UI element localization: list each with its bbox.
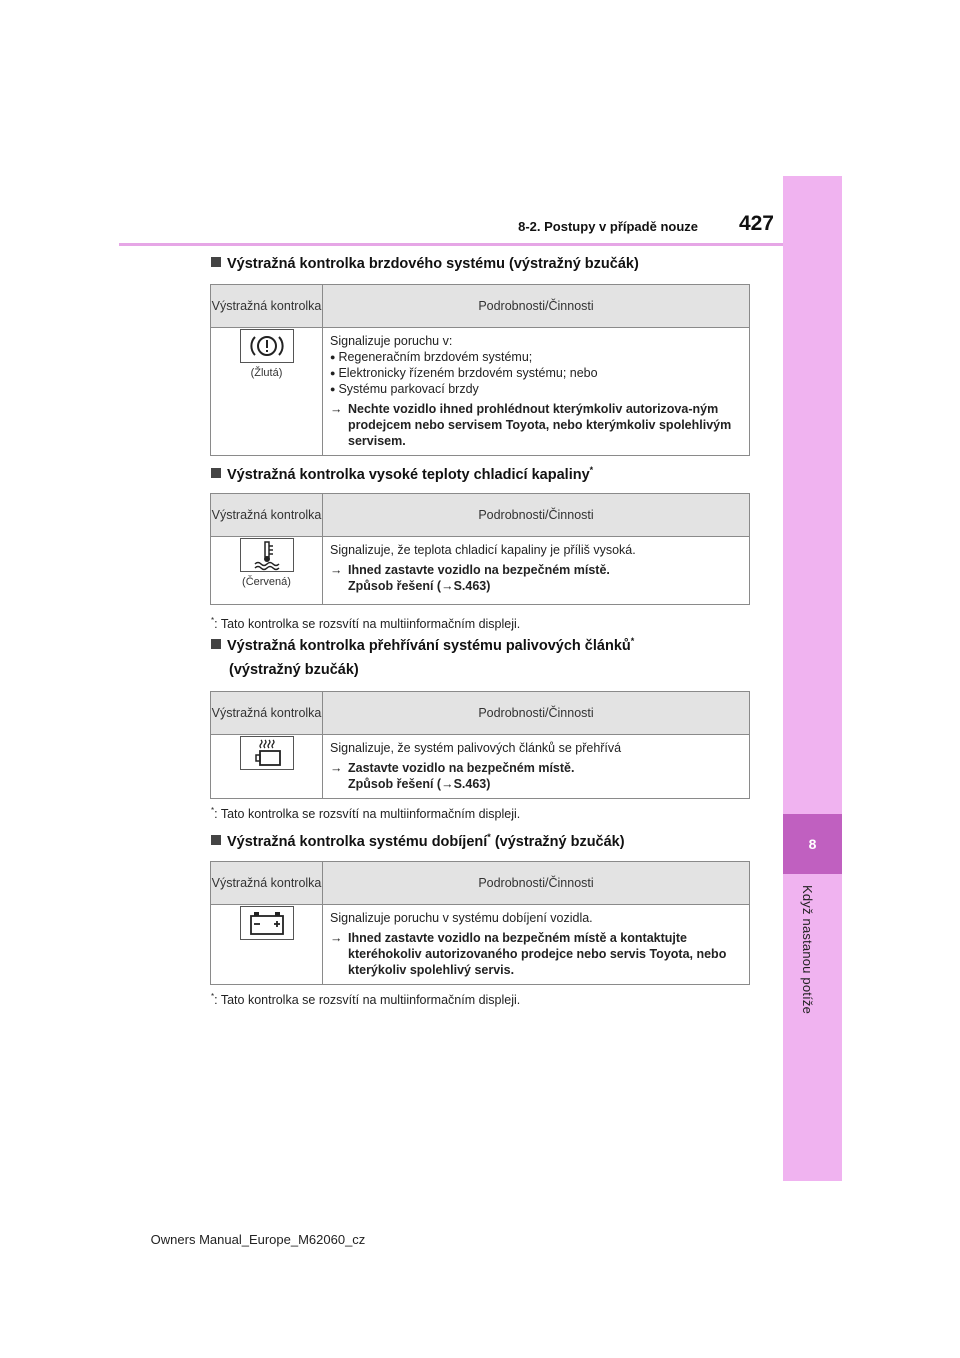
list-item: ● Elektronicky řízeném brzdovém systému; nebo bbox=[330, 365, 743, 381]
chapter-number: 8 bbox=[783, 814, 842, 874]
col-header-details: Podrobnosti/Činnosti bbox=[323, 285, 750, 328]
col-header-details: Podrobnosti/Činnosti bbox=[323, 862, 750, 905]
page-number: 427 bbox=[738, 212, 774, 235]
footnote: *: Tato kontrolka se rozsvítí na multiinformačním displeji. bbox=[211, 616, 521, 632]
chapter-title: Když nastanou potíže bbox=[800, 885, 815, 1015]
indicator-cell bbox=[211, 328, 323, 456]
details-intro: Signalizuje, že teplota chladicí kapaliny je příliš vysoká. bbox=[330, 543, 636, 557]
action-instruction: → Ihned zastavte vozidlo na bezpečném místě a kontaktujte kteréhokoliv autorizovaného prodejce nebo servis Toyota, nebo kterýkoliv spolehlivý servis. bbox=[330, 931, 727, 977]
warning-table-brake bbox=[210, 284, 750, 456]
footnote: *: Tato kontrolka se rozsvítí na multiinformačním displeji. bbox=[211, 992, 521, 1008]
square-bullet-icon bbox=[211, 468, 221, 478]
col-header-indicator: Výstražná kontrolka bbox=[211, 692, 323, 735]
list-item: ● Systému parkovací brzdy bbox=[330, 381, 743, 397]
indicator-cell bbox=[211, 905, 323, 985]
warning-table-coolant bbox=[210, 493, 750, 605]
arrow-icon: → bbox=[330, 402, 343, 416]
battery-charging-icon bbox=[240, 906, 294, 940]
action-instruction: → Ihned zastavte vozidlo na bezpečném místě. Způsob řešení (→S.463) bbox=[330, 563, 610, 593]
section-heading-fuel-cell: Výstražná kontrolka přehřívání systému palivových článků* bbox=[211, 636, 634, 654]
warning-table-charging bbox=[210, 861, 750, 985]
details-cell bbox=[323, 735, 750, 799]
col-header-indicator: Výstražná kontrolka bbox=[211, 494, 323, 537]
section-heading-charging: Výstražná kontrolka systému dobíjení* (výstražný bzučák) bbox=[211, 832, 625, 850]
col-header-indicator: Výstražná kontrolka bbox=[211, 285, 323, 328]
indicator-cell bbox=[211, 537, 323, 605]
indicator-cell bbox=[211, 735, 323, 799]
section-heading-brake: Výstražná kontrolka brzdového systému (výstražný bzučák) bbox=[211, 256, 639, 272]
details-intro: Signalizuje poruchu v: bbox=[330, 334, 453, 348]
details-cell bbox=[323, 328, 750, 456]
square-bullet-icon bbox=[211, 257, 221, 267]
warning-table-fuel-cell bbox=[210, 691, 750, 799]
details-intro: Signalizuje poruchu v systému dobíjení vozidla. bbox=[330, 911, 593, 925]
list-item: ● Regeneračním brzdovém systému; bbox=[330, 349, 743, 365]
header-rule bbox=[119, 243, 783, 246]
details-cell bbox=[323, 537, 750, 605]
section-heading-coolant: Výstražná kontrolka vysoké teploty chladicí kapaliny* bbox=[211, 465, 593, 483]
chapter-side-tab bbox=[783, 176, 842, 1181]
section-heading-fuel-cell-line2: (výstražný bzučák) bbox=[229, 662, 359, 678]
action-instruction: → Nechte vozidlo ihned prohlédnout kterýmkoliv autorizova-ným prodejcem nebo servisem Toyota, nebo kterýmkoliv spolehlivým servisem. bbox=[330, 402, 732, 448]
arrow-icon: → bbox=[330, 563, 343, 577]
footnote: *: Tato kontrolka se rozsvítí na multiinformačním displeji. bbox=[211, 806, 521, 822]
page-footer: Owners Manual_Europe_M62060_cz bbox=[150, 1232, 366, 1247]
col-header-details: Podrobnosti/Činnosti bbox=[323, 494, 750, 537]
fuel-cell-overheat-icon bbox=[240, 736, 294, 770]
col-header-indicator: Výstražná kontrolka bbox=[211, 862, 323, 905]
arrow-icon: → bbox=[330, 761, 343, 775]
square-bullet-icon bbox=[211, 639, 221, 649]
details-intro: Signalizuje, že systém palivových článků se přehřívá bbox=[330, 741, 622, 755]
indicator-color-caption: (Žlutá) bbox=[250, 367, 283, 379]
action-instruction: → Zastavte vozidlo na bezpečném místě. Způsob řešení (→S.463) bbox=[330, 761, 575, 791]
col-header-details: Podrobnosti/Činnosti bbox=[323, 692, 750, 735]
coolant-temperature-icon bbox=[240, 538, 294, 572]
details-cell bbox=[323, 905, 750, 985]
square-bullet-icon bbox=[211, 835, 221, 845]
arrow-icon: → bbox=[330, 931, 343, 945]
indicator-color-caption: (Červená) bbox=[242, 576, 291, 588]
brake-warning-icon bbox=[240, 329, 294, 363]
section-header: 8-2. Postupy v případě nouze bbox=[518, 219, 698, 234]
